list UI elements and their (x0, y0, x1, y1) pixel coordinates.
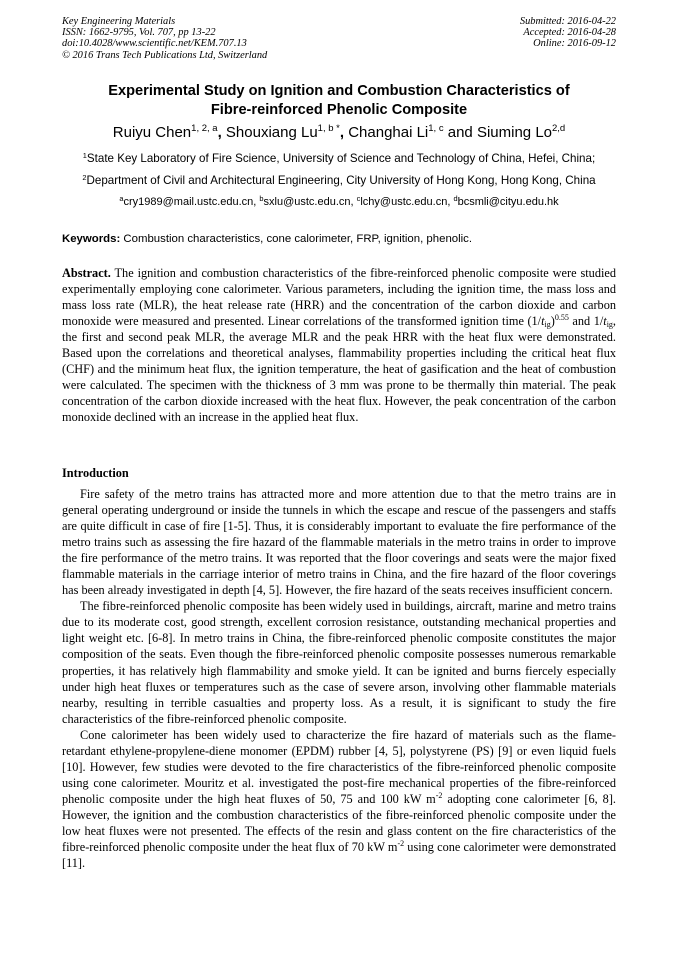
author-superscript: 1, b * (317, 123, 340, 134)
affiliation-2 (30, 174, 648, 188)
exponent: 0.55 (554, 313, 569, 323)
author-separator: , (217, 124, 226, 141)
journal-info (62, 16, 267, 61)
title-line-2: Fibre-reinforced Phenolic Composite (210, 102, 468, 118)
ignition-time-symbol: t (541, 314, 545, 329)
author-emails (30, 195, 648, 209)
unit-exponent: -2 (435, 790, 443, 800)
keywords (62, 232, 616, 246)
ignition-subscript: ig (606, 320, 613, 330)
paragraph (62, 727, 616, 871)
email-marker: c (356, 194, 361, 203)
affiliation-marker: 1 (82, 151, 87, 160)
paragraph-text: using cone calorimeter were demonstrated [11]. (62, 840, 616, 871)
author-name: Siuming Lo (476, 124, 552, 141)
affiliation-text: Department of Civil and Architectural Engineering, City University of Hong Kong, Hong Kong, China (86, 174, 596, 187)
online-date: Online: 2016-09-12 (533, 38, 616, 50)
submitted-date: Submitted: 2016-04-22 (519, 16, 616, 27)
accepted-date: Accepted: 2016-04-28 (523, 27, 616, 39)
copyright-line: © 2016 Trans Tech Publications Ltd, Switzerland (62, 49, 268, 61)
ignition-subscript: ig (544, 320, 551, 330)
email-marker: a (119, 194, 124, 203)
abstract-text: ) (550, 314, 555, 329)
introduction-body (62, 486, 616, 871)
submission-dates (520, 16, 616, 50)
abstract (62, 265, 616, 425)
author-superscript: 1, c (428, 123, 444, 134)
abstract-text: The ignition and combustion characteristics of the fibre-reinforced phenolic composite were studied experimentally employing cone calorimeter. Various parameters, including the ignition time, the mass loss and mass loss rate (MLR), the heat release rate (HRR) and the concentration of the carbon dioxide and carbon monoxide were measured and presented. Linear correlations of the transformed ignition time (1/ (62, 266, 616, 329)
author-list (30, 123, 648, 143)
journal-name: Key Engineering Materials (62, 16, 176, 27)
unit-exponent: -2 (397, 839, 405, 849)
affiliation-text: State Key Laboratory of Fire Science, University of Science and Technology of China, Hefei, China; (86, 152, 596, 165)
author-name: Shouxiang Lu (225, 124, 318, 141)
paragraph-text: adopting cone calorimeter [6, 8]. However, the ignition and the combustion characteristics of the fibre-reinforced phenolic composite under the low heat fluxes were not presented. The effects of the resin and glass content on the fire characteristics of the fibre-reinforced phenolic composite under the heat flux of 70 kW m (62, 791, 616, 855)
author-name: Changhai Li (348, 124, 429, 141)
author-name: Ruiyu Chen (112, 124, 192, 141)
paragraph-text: Cone calorimeter has been widely used to characterize the fire hazard of materials such as the flame-retardant ethylene-propylene-diene monomer (EPDM) rubber [4, 5], polystyrene (PS) [9] or even liquid fuels [10]. However, few studies were devoted to the fire characteristics of the fibre-reinforced phenolic composite using cone calorimeter. Mouritz et al. investigated the post-fire mechanical properties of the fibre-reinforced phenolic composite under the high heat fluxes of 50, 75 and 100 kW m (62, 727, 616, 806)
email-marker: d (453, 194, 458, 203)
abstract-text: and 1/ (568, 314, 604, 329)
author-superscript: 2,d (552, 123, 566, 134)
section-heading-introduction: Introduction (62, 466, 129, 480)
email-address: bcsmli@cityu.edu.hk (457, 196, 559, 208)
email-address: cry1989@mail.ustc.edu.cn, (123, 196, 260, 208)
keywords-label: Keywords: (62, 233, 121, 245)
author-separator: , (339, 124, 349, 141)
affiliation-1 (30, 152, 648, 166)
email-address: lchy@ustc.edu.cn, (360, 196, 454, 208)
affiliation-marker: 2 (82, 173, 87, 182)
author-superscript: 1, 2, a (191, 123, 218, 134)
doi-line: doi:10.4028/www.scientific.net/KEM.707.13 (62, 38, 247, 50)
issn-line: ISSN: 1662-9795, Vol. 707, pp 13-22 (62, 27, 216, 39)
abstract-label: Abstract. (62, 266, 111, 280)
author-separator: and (443, 124, 477, 141)
title-line-1: Experimental Study on Ignition and Combustion Characteristics of (108, 83, 570, 99)
email-address: sxlu@ustc.edu.cn, (263, 196, 357, 208)
abstract-text: , the first and second peak MLR, the average MLR and the peak HRR with the heat flux were demonstrated. Based upon the correlations and theoretical analyses, flammability properties including the critical heat flux (CHF) and the minimum heat flux, the ignition temperature, the heat of gasification and the heat of combustion were calculated. The specimen with the thickness of 3 mm was prone to be thermally thin material. The peak concentration of the carbon dioxide increased with the heat flux. However, the peak concentration of the carbon monoxide declined with an increase in the applied heat flux. (62, 314, 616, 425)
paragraph: The fibre-reinforced phenolic composite has been widely used in buildings, aircraft, marine and metro trains due to its moderate cost, good strength, excellent corrosion resistance, outstanding mechanical properties and light weight etc. [6-8]. In metro trains in China, the fibre-reinforced phenolic composite constitutes the major composition of the seats. Even though the fibre-reinforced phenolic composite possesses numerous remarkable properties, it has relatively high flammability and smoke yield. It can be ignited and burns fiercely especially under high heat fluxes or temperatures such as the case of severe arson, involving other flammable materials nearby, resulting in terrible casualties and property loss. As a result, it is significant to study the fire characteristics of the fibre-reinforced phenolic composite. (62, 599, 616, 726)
ignition-time-symbol: t (603, 314, 607, 329)
paper-title (40, 82, 638, 120)
keywords-text: Combustion characteristics, cone calorimeter, FRP, ignition, phenolic. (120, 233, 473, 245)
email-marker: b (259, 194, 264, 203)
paragraph: Fire safety of the metro trains has attracted more and more attention due to that the metro trains are in general operating underground or inside the tunnels in which the escape and rescue of the passengers and staffs are quite difficult in case of fire [1-5]. Thus, it is considerably important to evaluate the fire performance of the metro trains such as assessing the fire hazard of the flammable materials in the metro trains in order to improve the fire performance of the metro trains. It was reported that the floor coverings and seats were the major fixed flammable materials in the carriage interior of metro trains in China, and the fire hazard of the floor coverings has been already investigated in depth [4, 5]. However, the fire hazard of the seats receives insufficient concern. (62, 487, 616, 598)
